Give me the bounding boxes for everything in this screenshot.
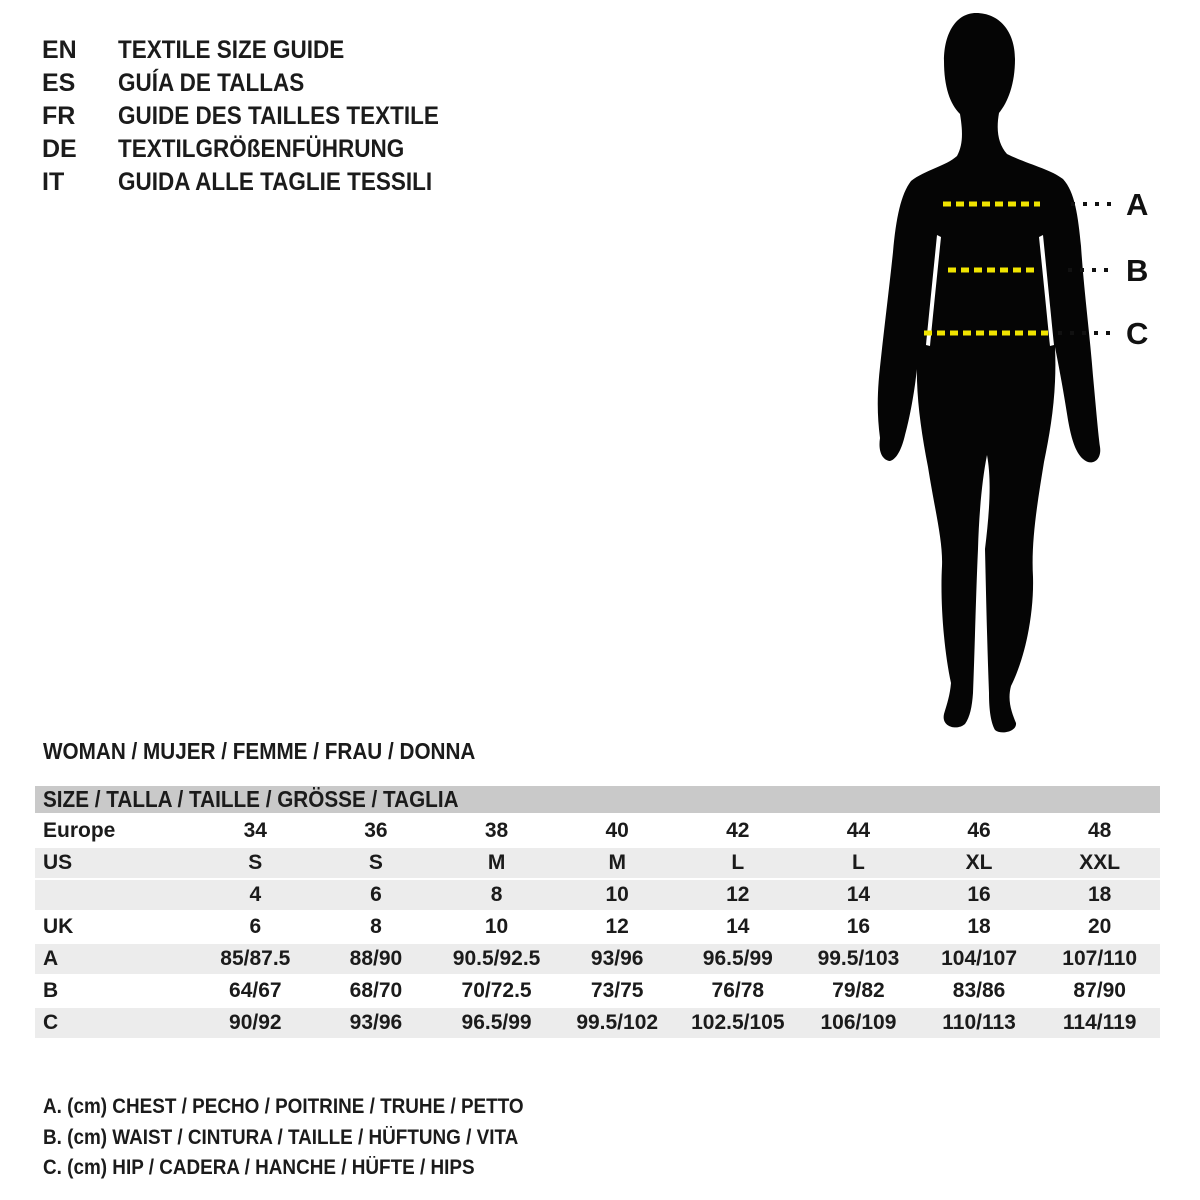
- woman-silhouette: [878, 13, 1101, 732]
- size-value-cell: 4: [195, 879, 316, 911]
- size-table-row: [35, 1007, 1160, 1039]
- size-value-cell: L: [678, 847, 799, 879]
- size-value-cell: 93/96: [316, 1007, 437, 1039]
- size-value-cell: 44: [798, 816, 919, 847]
- size-value-cell: 48: [1039, 816, 1160, 847]
- language-row: [42, 133, 475, 166]
- row-label: [35, 879, 195, 911]
- size-value-cell: 88/90: [316, 943, 437, 975]
- size-table-body: [35, 816, 1160, 1039]
- size-value-cell: 96.5/99: [436, 1007, 557, 1039]
- size-value-cell: 6: [316, 879, 437, 911]
- size-table-row: [35, 847, 1160, 879]
- legend-text: B. (cm) WAIST / CINTURA / TAILLE / HÜFTUNG / VITA: [43, 1125, 519, 1149]
- measure-label-b: B: [1126, 253, 1149, 288]
- size-value-cell: 10: [436, 911, 557, 943]
- legend-row: [43, 1123, 577, 1154]
- section-heading: [43, 738, 523, 765]
- size-value-cell: XXL: [1039, 847, 1160, 879]
- size-table-row: [35, 975, 1160, 1007]
- size-value-cell: 12: [678, 879, 799, 911]
- size-value-cell: 16: [919, 879, 1040, 911]
- size-value-cell: XL: [919, 847, 1040, 879]
- size-value-cell: 8: [436, 879, 557, 911]
- measurement-legend: [43, 1092, 577, 1184]
- size-value-cell: 40: [557, 816, 678, 847]
- size-table: [35, 816, 1160, 1040]
- woman-silhouette-figure: [860, 0, 1200, 748]
- size-value-cell: 90.5/92.5: [436, 943, 557, 975]
- size-value-cell: 8: [316, 911, 437, 943]
- size-value-cell: 68/70: [316, 975, 437, 1007]
- size-table-row: [35, 943, 1160, 975]
- size-value-cell: 36: [316, 816, 437, 847]
- size-value-cell: 34: [195, 816, 316, 847]
- size-value-cell: S: [195, 847, 316, 879]
- row-label: C: [35, 1007, 195, 1039]
- size-value-cell: 38: [436, 816, 557, 847]
- language-title: TEXTILE SIZE GUIDE: [118, 36, 345, 64]
- size-value-cell: 114/119: [1039, 1007, 1160, 1039]
- language-title: GUÍA DE TALLAS: [118, 69, 305, 97]
- size-value-cell: 12: [557, 911, 678, 943]
- size-value-cell: 104/107: [919, 943, 1040, 975]
- size-value-cell: 14: [798, 879, 919, 911]
- size-value-cell: M: [557, 847, 678, 879]
- size-value-cell: 73/75: [557, 975, 678, 1007]
- size-value-cell: 99.5/102: [557, 1007, 678, 1039]
- size-value-cell: 106/109: [798, 1007, 919, 1039]
- size-table-header-text: SIZE / TALLA / TAILLE / GRÖSSE / TAGLIA: [43, 786, 459, 812]
- language-code: IT: [42, 168, 65, 196]
- size-value-cell: 96.5/99: [678, 943, 799, 975]
- size-value-cell: 79/82: [798, 975, 919, 1007]
- size-table-section: [35, 786, 1160, 1040]
- size-value-cell: S: [316, 847, 437, 879]
- row-label: A: [35, 943, 195, 975]
- size-value-cell: 102.5/105: [678, 1007, 799, 1039]
- language-title: TEXTILGRÖßENFÜHRUNG: [118, 135, 405, 163]
- size-table-row: [35, 879, 1160, 911]
- size-value-cell: M: [436, 847, 557, 879]
- size-table-row: [35, 816, 1160, 847]
- language-code: ES: [42, 69, 76, 97]
- size-value-cell: 107/110: [1039, 943, 1160, 975]
- language-row: [42, 100, 475, 133]
- size-value-cell: 16: [798, 911, 919, 943]
- size-value-cell: 85/87.5: [195, 943, 316, 975]
- row-label: US: [35, 847, 195, 879]
- language-row: [42, 67, 475, 100]
- size-value-cell: 93/96: [557, 943, 678, 975]
- size-value-cell: 42: [678, 816, 799, 847]
- measure-label-c: C: [1126, 316, 1149, 351]
- size-value-cell: 87/90: [1039, 975, 1160, 1007]
- size-value-cell: 110/113: [919, 1007, 1040, 1039]
- size-value-cell: L: [798, 847, 919, 879]
- size-value-cell: 18: [1039, 879, 1160, 911]
- size-value-cell: 18: [919, 911, 1040, 943]
- measure-label-a: A: [1126, 187, 1149, 222]
- size-value-cell: 46: [919, 816, 1040, 847]
- size-value-cell: 90/92: [195, 1007, 316, 1039]
- size-value-cell: 20: [1039, 911, 1160, 943]
- language-title: GUIDE DES TAILLES TEXTILE: [118, 102, 439, 130]
- language-code: DE: [42, 135, 77, 163]
- size-value-cell: 70/72.5: [436, 975, 557, 1007]
- section-heading-text: WOMAN / MUJER / FEMME / FRAU / DONNA: [43, 738, 476, 764]
- language-row: [42, 166, 475, 199]
- size-table-header: [35, 786, 1160, 813]
- legend-text: C. (cm) HIP / CADERA / HANCHE / HÜFTE / HIPS: [43, 1156, 475, 1180]
- legend-row: [43, 1092, 577, 1123]
- size-value-cell: 10: [557, 879, 678, 911]
- legend-text: A. (cm) CHEST / PECHO / POITRINE / TRUHE / PETTO: [43, 1095, 524, 1119]
- language-row: [42, 34, 475, 67]
- legend-row: [43, 1153, 577, 1184]
- size-value-cell: 14: [678, 911, 799, 943]
- size-value-cell: 99.5/103: [798, 943, 919, 975]
- woman-silhouette-svg: [860, 0, 1200, 748]
- language-list: [42, 34, 475, 199]
- language-code: EN: [42, 36, 77, 64]
- size-value-cell: 83/86: [919, 975, 1040, 1007]
- size-value-cell: 76/78: [678, 975, 799, 1007]
- language-title: GUIDA ALLE TAGLIE TESSILI: [118, 168, 433, 196]
- size-value-cell: 64/67: [195, 975, 316, 1007]
- row-label: Europe: [35, 816, 195, 847]
- row-label: UK: [35, 911, 195, 943]
- row-label: B: [35, 975, 195, 1007]
- size-value-cell: 6: [195, 911, 316, 943]
- language-code: FR: [42, 102, 76, 130]
- size-table-row: [35, 911, 1160, 943]
